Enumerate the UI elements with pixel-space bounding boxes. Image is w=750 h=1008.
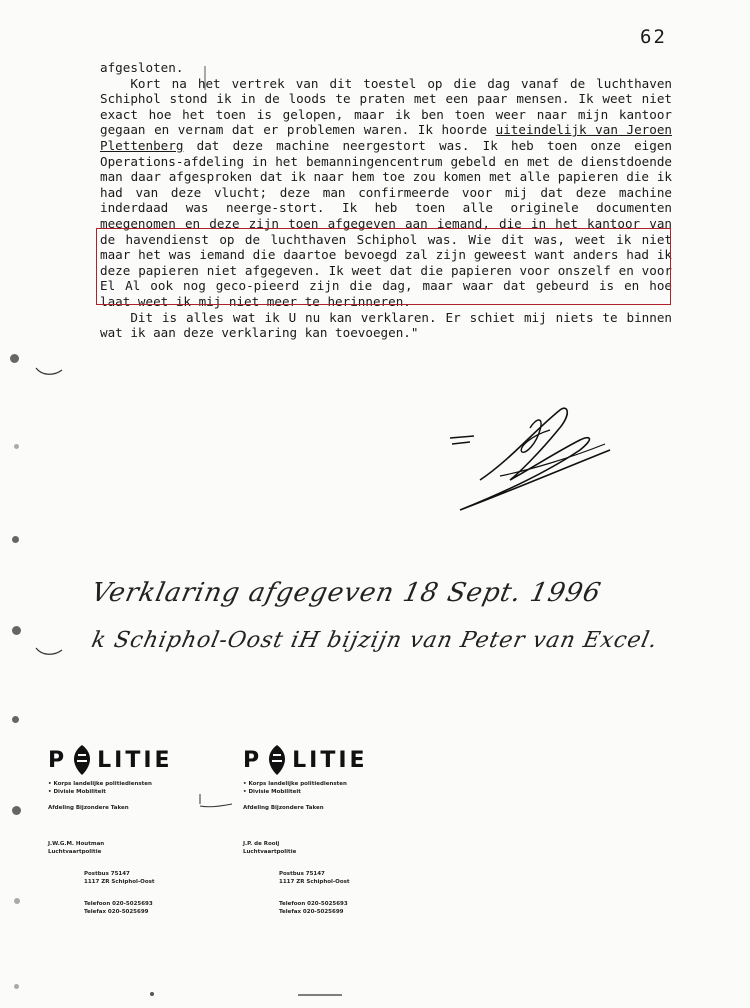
handwritten-note-line-2: k Schiphol-Oost iH bijzijn van Peter van Excel.: [89, 628, 661, 653]
statement-text: [100, 60, 672, 341]
logo-letter-p: P: [243, 747, 263, 773]
police-stamp-houtman: [48, 740, 218, 916]
margin-stroke: [34, 364, 64, 378]
stamp-telefoon: Telefoon 020-5025693: [84, 901, 153, 907]
statement-paragraph-2-start: Kort na het vertrek van dit toestel op die dag vanaf de luchthaven Schiphol stond ik in de loods te praten met een paar mensen. Ik weet niet exact hoe het toen is gelopen, maar ik ben toen weer naar mijn kantoor gegaan en vernam dat er problemen waren. Ik hoorde: [100, 75, 672, 138]
police-stamp-de-rooij: [243, 740, 413, 916]
politie-logo: [48, 740, 218, 780]
stamp-officer-unit: Luchtvaartpolitie: [243, 849, 297, 855]
stamp-officer-unit: Luchtvaartpolitie: [48, 849, 102, 855]
statement-paragraph-1: afgesloten.: [100, 60, 184, 75]
margin-stroke: [34, 644, 64, 658]
police-emblem-icon: [68, 743, 96, 777]
stamp-department: Afdeling Bijzondere Taken: [243, 805, 324, 811]
margin-stroke: [196, 790, 236, 810]
stamp-telefax: Telefax 020-5025699: [279, 909, 344, 915]
stamp-postbus: Postbus 75147: [84, 871, 130, 877]
punch-hole-mark: [12, 536, 19, 543]
stamp-line-2: • Divisie Mobiliteit: [48, 788, 218, 796]
stamp-line-1: • Korps landelijke politiediensten: [48, 780, 218, 788]
stamp-postcode: 1117 ZR Schiphol-Oost: [279, 879, 350, 885]
statement-paragraph-2-rest: dat deze machine neergestort was. Ik heb toen onze eigen Operations-afdeling in het bemanningencentrum gebeld en met de dienstdoende man daar afgesproken dat ik naar hem toe zou komen met alle papieren die ik had van deze vlucht; deze man confirmeerde voor mij dat deze machine inderdaad was neerge-stort. Ik heb toen alle originele documenten meegenomen en deze zijn toen afgegeven aan iemand, die in het kantoor van de havendienst op de luchthaven Schiphol was. Wie dit was, weet ik niet maar het was iemand die daartoe bevoegd zal zijn geweest want anders had ik deze papieren niet afgegeven. Ik weet dat die papieren voor onszelf en voor El Al ook nog geco-pieerd zijn die dag, maar waar dat gebeurd is en hoe laat weet ik mij niet meer te herinneren.: [100, 137, 672, 309]
punch-hole-mark: [12, 716, 19, 723]
punch-hole-mark: [14, 444, 19, 449]
stamp-telefax: Telefax 020-5025699: [84, 909, 149, 915]
logo-letter-p: P: [48, 747, 68, 773]
stamp-officer-name: J.P. de Rooij: [243, 841, 280, 847]
logo-letters-litie: LITIE: [292, 747, 368, 773]
stamp-department: Afdeling Bijzondere Taken: [48, 805, 129, 811]
logo-letters-litie: LITIE: [97, 747, 173, 773]
stamp-line-2: • Divisie Mobiliteit: [243, 788, 413, 796]
handwritten-note-line-1: Verklaring afgegeven 18 Sept. 1996: [88, 578, 604, 608]
punch-hole-mark: [14, 984, 19, 989]
scan-speck: [150, 992, 154, 996]
stamp-officer-name: J.W.G.M. Houtman: [48, 841, 105, 847]
stamp-telefoon: Telefoon 020-5025693: [279, 901, 348, 907]
punch-hole-mark: [12, 806, 21, 815]
politie-logo: [243, 740, 413, 780]
punch-hole-mark: [14, 898, 20, 904]
punch-hole-mark: [10, 354, 19, 363]
stamp-postbus: Postbus 75147: [279, 871, 325, 877]
stamp-line-1: • Korps landelijke politiediensten: [243, 780, 413, 788]
punch-hole-mark: [12, 626, 21, 635]
police-emblem-icon: [263, 743, 291, 777]
margin-stroke: [200, 64, 210, 94]
margin-stroke: [296, 990, 346, 1000]
stamp-postcode: 1117 ZR Schiphol-Oost: [84, 879, 155, 885]
underlined-name: uiteindelijk van Jeroen Plettenberg: [100, 122, 672, 153]
signature: [440, 400, 620, 520]
statement-paragraph-2: [100, 76, 672, 310]
statement-paragraph-3: Dit is alles wat ik U nu kan verklaren. Er schiet mij niets te binnen wat ik aan deze verklaring kan toevoegen.": [100, 309, 672, 341]
page-number: 62: [640, 26, 667, 48]
